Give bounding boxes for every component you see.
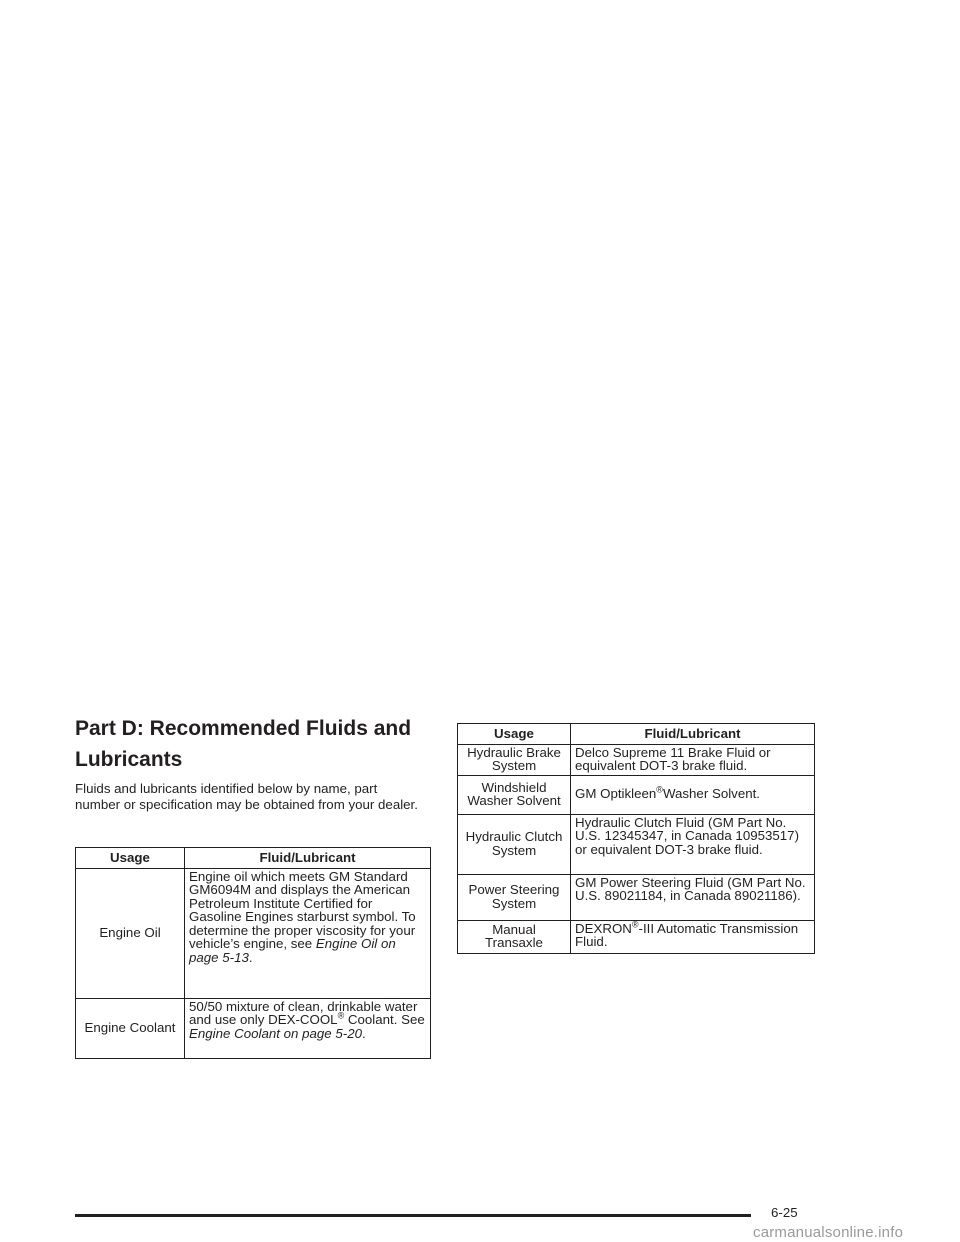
- fluids-table-right: [457, 723, 815, 954]
- table-row: [458, 814, 815, 874]
- fluid-cell: [571, 775, 815, 814]
- table-row: [76, 868, 431, 998]
- fluid-cell: Delco Supreme 11 Brake Fluid or equivalent DOT-3 brake fluid.: [571, 744, 815, 775]
- header-fluid: Fluid/Lubricant: [571, 724, 815, 745]
- table-row: [458, 874, 815, 920]
- table-row: [458, 920, 815, 953]
- fluid-cell: [185, 868, 431, 998]
- table-row: [458, 775, 815, 814]
- table-row: [76, 998, 431, 1058]
- table-header-row: [458, 724, 815, 745]
- section-heading: Part D: Recommended Fluids and Lubricants: [75, 717, 412, 771]
- table-row: [458, 744, 815, 775]
- fluid-text: -III Automatic Transmission Fluid.: [575, 920, 799, 949]
- watermark: carmanualsonline.info: [753, 1224, 904, 1241]
- usage-cell: Manual Transaxle: [458, 920, 571, 953]
- fluid-text: Washer Solvent.: [662, 786, 760, 802]
- registered-mark: ®: [337, 1010, 345, 1021]
- fluid-cell: GM Power Steering Fluid (GM Part No. U.S. 89021184, in Canada 89021186).: [571, 874, 815, 920]
- fluid-text: 50/50 mixture of clean, drinkable water and use only DEX-COOL: [189, 998, 418, 1027]
- fluid-text: DEXRON: [575, 920, 632, 936]
- footer-rule: [75, 1214, 751, 1217]
- fluid-cell: [185, 998, 431, 1058]
- cross-reference-link[interactable]: Engine Coolant on page 5-20: [189, 1025, 362, 1041]
- fluid-text: Coolant. See: [344, 1012, 425, 1027]
- header-usage: Usage: [458, 724, 571, 745]
- usage-cell: Hydraulic Brake System: [458, 744, 571, 775]
- usage-cell: Power Steering System: [458, 874, 571, 920]
- usage-cell: Windshield Washer Solvent: [458, 775, 571, 814]
- fluid-text-end: .: [362, 1025, 366, 1041]
- usage-cell: Hydraulic Clutch System: [458, 814, 571, 874]
- usage-cell: Engine Oil: [76, 868, 185, 998]
- header-usage: Usage: [76, 848, 185, 869]
- table-header-row: [76, 848, 431, 869]
- header-fluid: Fluid/Lubricant: [185, 848, 431, 869]
- fluids-table-left: [75, 847, 431, 1059]
- fluid-cell: Hydraulic Clutch Fluid (GM Part No. U.S. 12345347, in Canada 10953517) or equivalent DOT-3 brake fluid.: [571, 814, 815, 874]
- registered-mark: ®: [631, 919, 639, 930]
- fluid-text: GM Optikleen: [575, 786, 657, 802]
- fluid-text-end: .: [248, 949, 253, 965]
- registered-mark: ®: [656, 784, 663, 795]
- fluid-cell: [571, 920, 815, 953]
- intro-paragraph: Fluids and lubricants identified below by name, part number or specification may be obtained from your dealer.: [75, 781, 418, 812]
- fluid-text: Engine oil which meets GM Standard GM6094M and displays the American Petroleum Institute Certified for Gasoline Engines starburst symbol. To determine the proper viscosity for your vehicle’s engine, see: [189, 868, 416, 951]
- page-number: 6-25: [771, 1205, 798, 1220]
- usage-cell: Engine Coolant: [76, 998, 185, 1058]
- cross-reference-link[interactable]: Engine Oil on page 5-13: [189, 936, 396, 965]
